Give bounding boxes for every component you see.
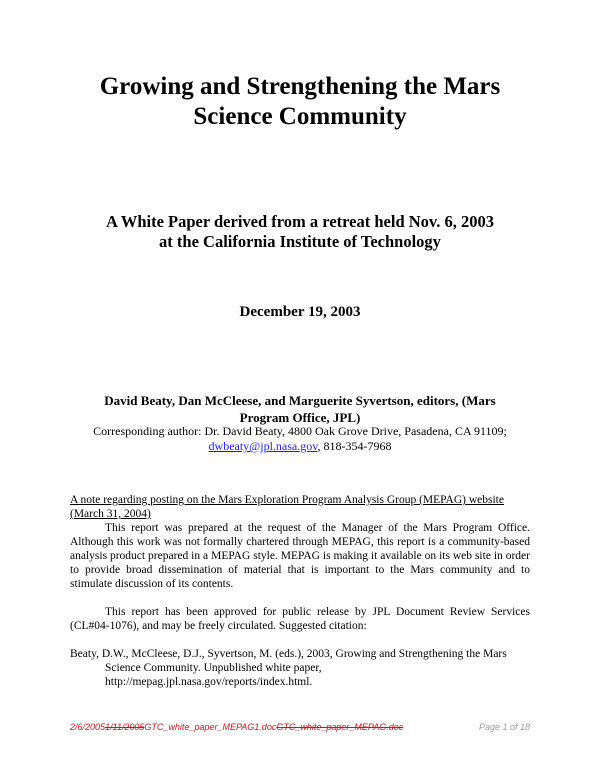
document-title — [60, 72, 540, 132]
revision-filename-new: GTC_white_paper_MEPAG1.doc — [144, 722, 277, 732]
revision-date: 2/6/2005 — [70, 722, 106, 732]
subtitle-line-1: A White Paper derived from a retreat held Nov. 6, 2003 — [105, 212, 495, 231]
contact-email-link[interactable]: dwbeaty@jpl.nasa.gov — [208, 439, 318, 453]
subtitle-line-2: at the California Institute of Technology — [159, 232, 441, 251]
revision-deleted-date: 1/11/2005 — [105, 722, 145, 732]
revision-filename — [70, 720, 403, 734]
editors-line — [80, 392, 520, 426]
editors-line-1: David Beaty, Dan McCleese, and Marguerite Syvertson, editors, (Mars — [104, 393, 496, 408]
page-number: Page 1 of 18 — [478, 722, 530, 732]
document-date: December 19, 2003 — [239, 304, 361, 320]
revision-filename-deleted: GTC_white_paper_MEPAG.doc — [276, 722, 404, 732]
title-line-1: Growing and Strengthening the Mars — [99, 73, 501, 100]
corresponding-author — [70, 424, 530, 454]
note-paragraph-2: This report has been approved for public release by JPL Document Review Services (CL#04-1076), and may be freely circulated. Suggested citation: — [70, 606, 530, 632]
contact-address: Corresponding author: Dr. David Beaty, 4800 Oak Grove Drive, Pasadena, CA 91109; — [93, 424, 507, 438]
contact-phone: , 818-354-7968 — [317, 439, 392, 453]
page-footer — [70, 720, 530, 736]
document-subtitle — [60, 212, 540, 252]
title-line-2: Science Community — [193, 103, 407, 130]
suggested-citation: Beaty, D.W., McCleese, D.J., Syvertson, M. (eds.), 2003, Growing and Strengthening the Mars Science Community. Unpublished white paper, http://mepag.jpl.nasa.gov/reports/index.html. — [70, 648, 507, 688]
note-paragraph-1: This report was prepared at the request of the Manager of the Mars Program Office. Although this work was not formally chartered through MEPAG, this report is a community-based analysis product prepared in a MEPAG style. MEPAG is making it available on its web site in order to provide broad dissemination of material that is important to the Mars community and to stimulate discussion of its contents. — [70, 522, 530, 590]
mepag-note — [70, 493, 530, 689]
note-heading: A note regarding posting on the Mars Exploration Program Analysis Group (MEPAG) website (March 31, 2004) — [70, 494, 504, 520]
editors-line-2: Program Office, JPL) — [239, 410, 361, 425]
